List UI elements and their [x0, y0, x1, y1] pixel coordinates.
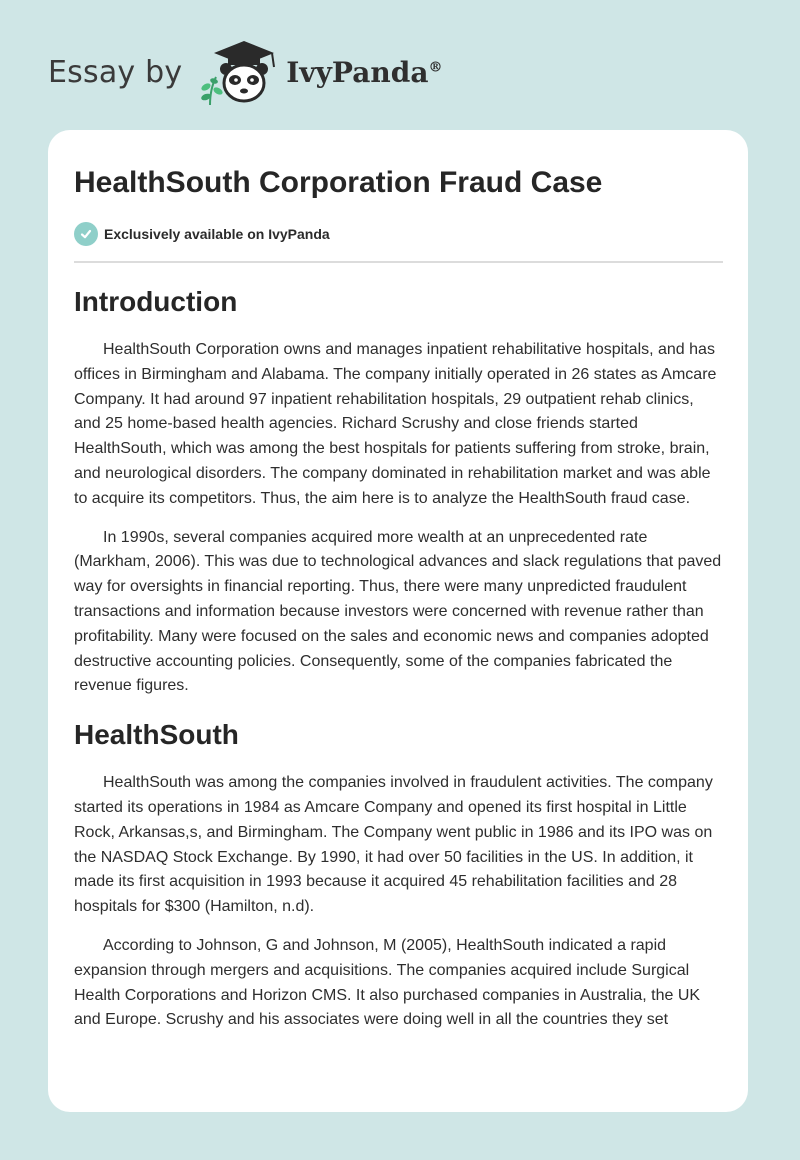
paragraph: In 1990s, several companies acquired more wealth at an unprecedented rate (Markham, 2006). This was due to technological advances and slack regulations that paved way for oversights in financial reporting. Thus, there were many unpredicted fraudulent transactions and information because investors were concerned with revenue rather than profitability. Many were focused on the sales and economic news and companies adopted destructive accounting policies. Consequently, some of the companies fabricated the revenue figures. [74, 528, 722, 695]
essay-card [48, 130, 748, 1112]
brand-name[interactable] [286, 56, 442, 89]
essay-body [74, 280, 723, 1047]
title-divider [74, 261, 723, 263]
exclusive-badge-text: Exclusively available on IvyPanda [104, 226, 330, 242]
site-header [48, 36, 442, 108]
section-heading-healthsouth: HealthSouth [74, 719, 239, 751]
section-heading-introduction: Introduction [74, 286, 238, 317]
paragraph: According to Johnson, G and Johnson, M (2005), HealthSouth indicated a rapid expansion through mergers and acquisitions. The companies acquired include Surgical Health Corporations and Horizon CMS. It also purchased companies in Australia, the UK and Europe. Scrushy and his associates were doing well in all the countries they set [74, 936, 701, 1029]
paragraph: HealthSouth was among the companies involved in fraudulent activities. The company started its operations in 1984 as Amcare Company and opened its first hospital in Little Rock, Arkansas,s, and Birmingham. The Company went public in 1986 and its IPO was on the NASDAQ Stock Exchange. By 1990, it had over 50 facilities in the US. In addition, it made its first acquisition in 1993 because it acquired 45 rehabilitation facilities and 28 hospitals for $300 (Hamilton, n.d). [74, 774, 713, 916]
check-icon [74, 222, 98, 246]
brand-text: IvyPanda [286, 55, 429, 89]
registered-mark: ® [428, 59, 443, 76]
leaf-icon [200, 77, 224, 105]
panda-logo-icon[interactable] [194, 37, 284, 107]
essay-by-label: Essay by [48, 54, 183, 90]
exclusive-badge [74, 222, 330, 246]
paragraph: HealthSouth Corporation owns and manages inpatient rehabilitative hospitals, and has offices in Birmingham and Alabama. The company initially operated in 26 states as Amcare Company. It had around 97 inpatient rehabilitation hospitals, 29 outpatient rehab clinics, and 25 home-based health agencies. Richard Scrushy and close friends started HealthSouth, which was among the best hospitals for patients suffering from stroke, brain, and neurological disorders. The company dominated in rehabilitation market and was able to acquire its competitors. Thus, the aim here is to analyze the HealthSouth fraud case. [74, 341, 717, 507]
page-title: HealthSouth Corporation Fraud Case [74, 166, 603, 199]
